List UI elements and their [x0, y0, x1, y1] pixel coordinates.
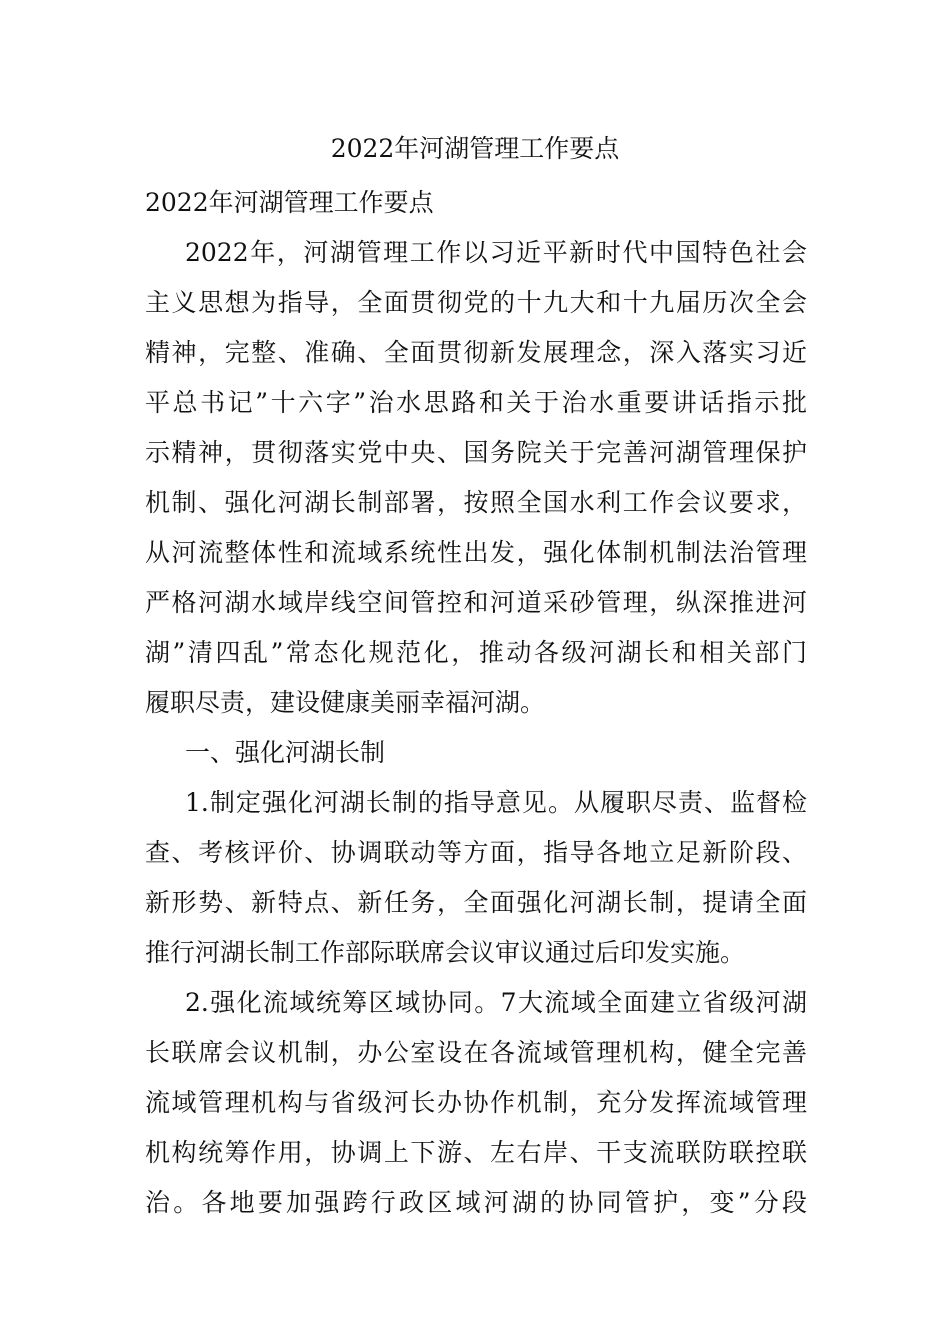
paragraph-line: 新形势、新特点、新任务，全面强化河湖长制，提请全面 — [145, 888, 807, 917]
paragraph-line: 主义思想为指导，全面贯彻党的十九大和十九届历次全会 — [145, 288, 807, 317]
paragraph-line: 查、考核评价、协调联动等方面，指导各地立足新阶段、 — [145, 838, 807, 867]
paragraph-line: 推行河湖长制工作部际联席会议审议通过后印发实施。 — [145, 938, 746, 967]
paragraph-line: 治。各地要加强跨行政区域河湖的协同管护，变”分段 — [145, 1188, 807, 1217]
paragraph-line: 严格河湖水域岸线空间管控和河道采砂管理，纵深推进河 — [145, 588, 807, 617]
paragraph-line: 1.制定强化河湖长制的指导意见。从履职尽责、监督检 — [185, 788, 807, 817]
paragraph-line: 从河流整体性和流域系统性出发，强化体制机制法治管理 — [145, 538, 807, 567]
paragraph-line: 长联席会议机制，办公室设在各流域管理机构，健全完善 — [145, 1038, 807, 1067]
paragraph-line: 机制、强化河湖长制部署，按照全国水利工作会议要求， — [145, 488, 807, 517]
paragraph-line: 履职尽责，建设健康美丽幸福河湖。 — [145, 688, 546, 717]
paragraph-line: 湖”清四乱”常态化规范化，推动各级河湖长和相关部门 — [145, 638, 807, 667]
paragraph-line: 流域管理机构与省级河长办协作机制，充分发挥流域管理 — [145, 1088, 807, 1117]
document-body — [145, 178, 807, 1228]
paragraph-line: 平总书记”十六字”治水思路和关于治水重要讲话指示批 — [145, 388, 807, 417]
section-heading: 一、强化河湖长制 — [185, 738, 386, 767]
paragraph-line: 精神，完整、准确、全面贯彻新发展理念，深入落实习近 — [145, 338, 807, 367]
paragraph-line: 示精神，贯彻落实党中央、国务院关于完善河湖管理保护 — [145, 438, 807, 467]
paragraph-line: 2022年，河湖管理工作以习近平新时代中国特色社会 — [185, 238, 807, 267]
paragraph-line: 2.强化流域统筹区域协同。7大流域全面建立省级河湖 — [185, 988, 807, 1017]
document-title: 2022年河湖管理工作要点 — [330, 134, 620, 163]
paragraph-line: 机构统筹作用，协调上下游、左右岸、干支流联防联控联 — [145, 1138, 807, 1167]
subtitle-line: 2022年河湖管理工作要点 — [145, 188, 434, 217]
